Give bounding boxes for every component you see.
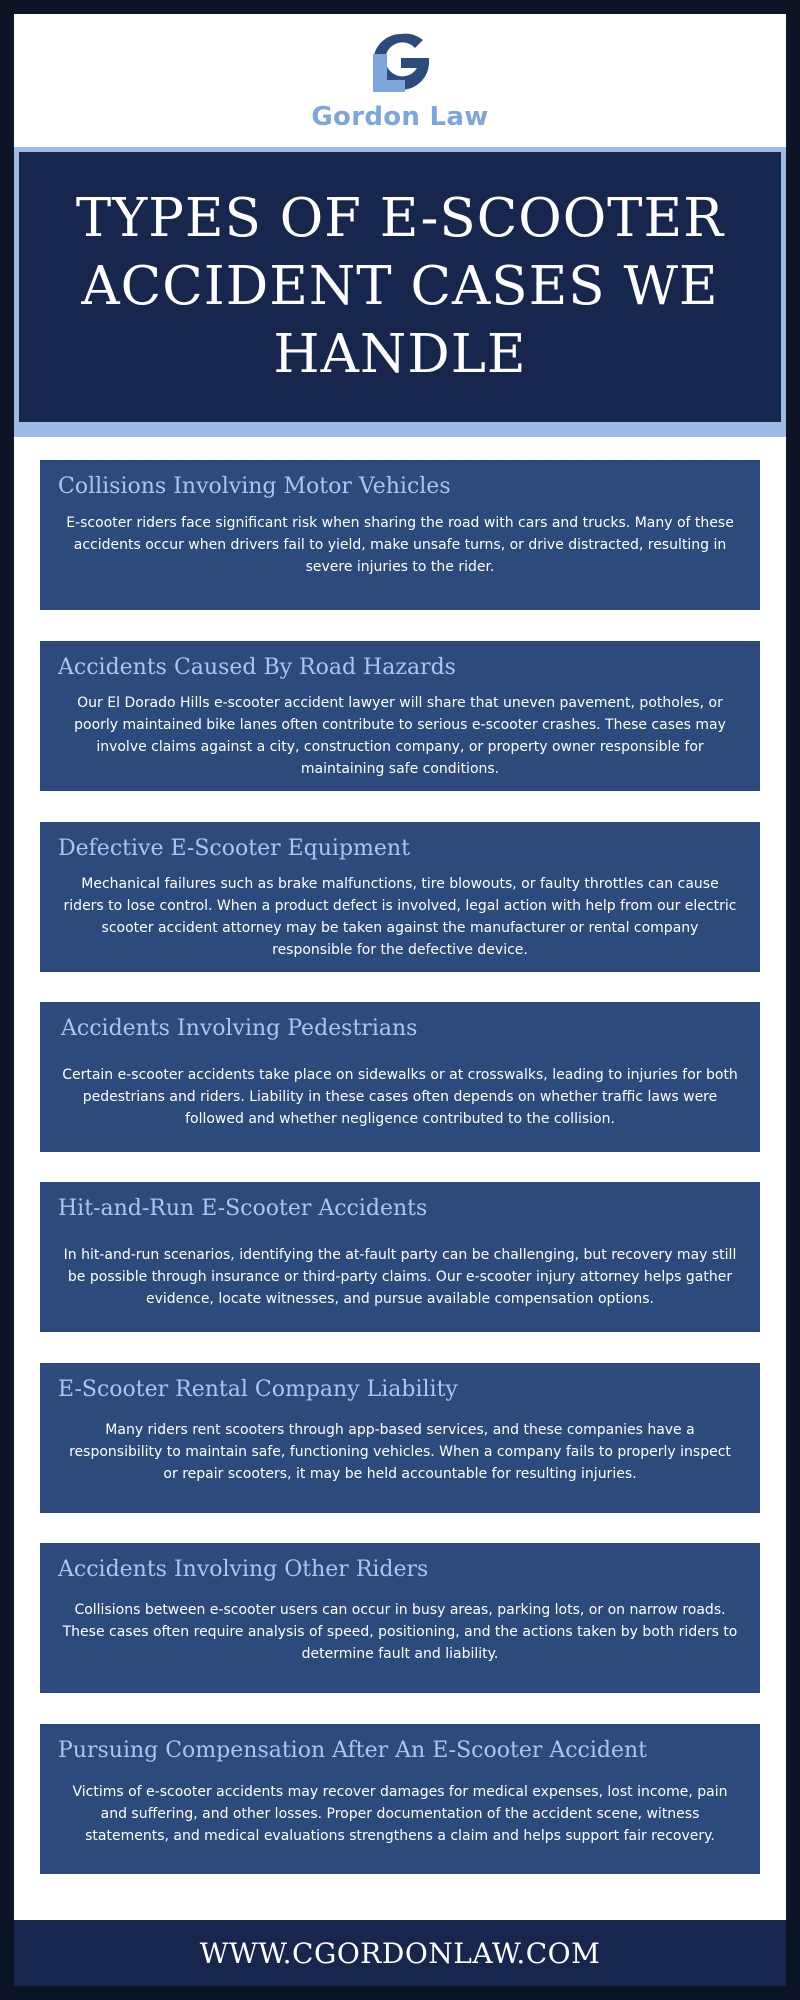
website-link[interactable]: WWW.CGORDONLAW.COM xyxy=(199,1936,601,1970)
section-card xyxy=(40,460,760,610)
section-title: Pursuing Compensation After An E-Scooter Accident xyxy=(58,1738,648,1763)
section-card xyxy=(40,822,760,972)
infographic-frame xyxy=(14,14,786,1986)
brand-name: Gordon Law xyxy=(311,102,489,132)
section-title: Defective E-Scooter Equipment xyxy=(58,836,410,861)
section-card xyxy=(40,1002,760,1152)
section-title: Accidents Involving Pedestrians xyxy=(61,1016,418,1041)
section-card xyxy=(40,1724,760,1874)
footer xyxy=(14,1920,786,1986)
section-title: Hit-and-Run E-Scooter Accidents xyxy=(58,1196,428,1221)
logo xyxy=(14,14,786,144)
section-card xyxy=(40,1182,760,1332)
title-banner xyxy=(14,147,786,437)
section-body: Mechanical failures such as brake malfunctions, tire blowouts, or faulty throttles can cause riders to lose control. When a product defect is involved, legal action with help from our electric scooter accident attorney may be taken against the manufacturer or rental company responsible for the defective device. xyxy=(63,876,737,958)
section-body: Victims of e-scooter accidents may recover damages for medical expenses, lost income, pain and suffering, and other losses. Proper documentation of the accident scene, witness statements, and medical evaluations strengthens a claim and helps support fair recovery. xyxy=(72,1784,728,1844)
section-card xyxy=(40,1363,760,1513)
section-body: E-scooter riders face significant risk when sharing the road with cars and trucks. Many of these accidents occur when drivers fail to yield, make unsafe turns, or drive distracted, resulting in severe injuries to the rider. xyxy=(66,515,734,575)
section-body: Our El Dorado Hills e-scooter accident lawyer will share that uneven pavement, potholes, or poorly maintained bike lanes often contribute to serious e-scooter crashes. These cases may involve claims against a city, construction company, or property owner responsible for maintaining safe conditions. xyxy=(74,695,726,777)
section-card xyxy=(40,641,760,791)
section-title: E-Scooter Rental Company Liability xyxy=(58,1377,458,1402)
section-body: Collisions between e-scooter users can occur in busy areas, parking lots, or on narrow roads. These cases often require analysis of speed, positioning, and the actions taken by both riders to determine fault and liability. xyxy=(62,1602,738,1662)
section-title: Accidents Caused By Road Hazards xyxy=(58,655,456,680)
gl-monogram-icon xyxy=(371,32,431,94)
section-body: Many riders rent scooters through app-based services, and these companies have a responsibility to maintain safe, functioning vehicles. When a company fails to properly inspect or repair scooters, it may be held accountable for resulting injuries. xyxy=(69,1422,731,1482)
section-title: Accidents Involving Other Riders xyxy=(58,1557,429,1582)
section-title: Collisions Involving Motor Vehicles xyxy=(58,474,451,499)
section-body: In hit-and-run scenarios, identifying the at-fault party can be challenging, but recovery may still be possible through insurance or third-party claims. Our e-scooter injury attorney helps gather evidence, locate witnesses, and pursue available compensation options. xyxy=(63,1247,737,1307)
section-card xyxy=(40,1543,760,1693)
page-title: TYPES OF E-SCOOTER ACCIDENT CASES WE HANDLE xyxy=(75,188,725,385)
section-body: Certain e-scooter accidents take place on sidewalks or at crosswalks, leading to injuries for both pedestrians and riders. Liability in these cases often depends on whether traffic laws were followed and whether negligence contributed to the collision. xyxy=(62,1067,738,1127)
title-box xyxy=(19,152,781,422)
